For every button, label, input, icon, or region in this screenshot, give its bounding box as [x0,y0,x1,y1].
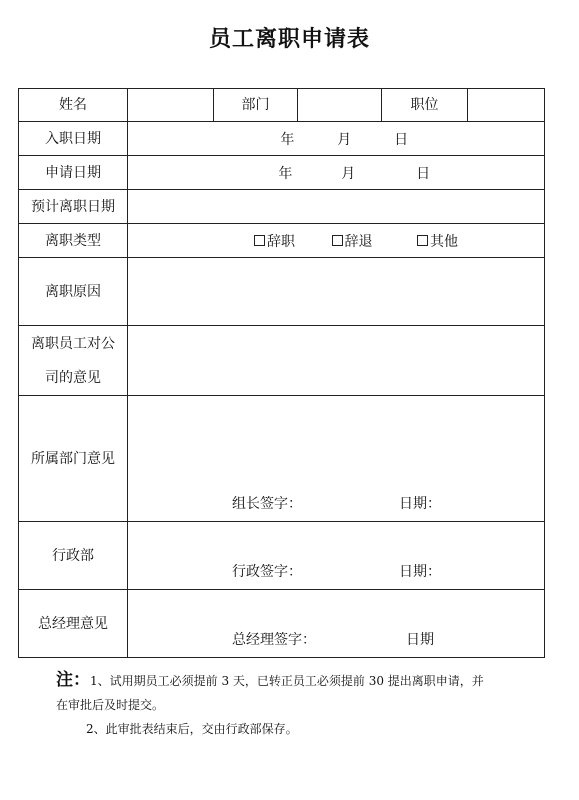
admin-field[interactable] [128,522,545,590]
employee-opinion-label-line1: 离职员工对公 [31,335,115,352]
gm-date-label: 日期 [406,632,434,648]
apply-day-unit: 日 [416,165,431,182]
option-resign[interactable]: 辞职 [254,231,295,251]
gm-opinion-field[interactable] [128,590,545,658]
apply-year-unit: 年 [278,165,293,182]
row-basic-info [19,89,545,122]
leave-reason-field[interactable] [128,258,545,326]
option-other[interactable]: 其他 [417,231,458,251]
option-dismiss[interactable]: 辞退 [332,231,373,251]
employee-opinion-label-line2: 司的意见 [45,369,101,386]
admin-date-label: 日期： [399,564,441,580]
dept-opinion-field[interactable] [128,396,545,522]
resignation-form-table [18,88,545,658]
row-leave-type [19,224,545,258]
apply-month-unit: 月 [341,165,356,182]
name-label: 姓名 [19,89,128,122]
entry-month-unit: 月 [337,131,352,148]
note-1-continuation: 在审批后及时提交。 [56,698,165,712]
leave-type-label: 离职类型 [19,224,128,258]
row-admin [19,522,545,590]
dept-opinion-label: 所属部门意见 [19,396,128,522]
name-field[interactable] [128,89,214,122]
dept-date-label: 日期： [399,496,441,512]
row-apply-date [19,156,545,190]
entry-date-label: 入职日期 [19,122,128,156]
checkbox-icon[interactable] [254,235,265,246]
apply-date-label: 申请日期 [19,156,128,190]
note-1-text: 1、试用期员工必须提前 3 天，已转正员工必须提前 30 提出离职申请，并 [90,674,484,688]
dept-label: 部门 [214,89,298,122]
row-leave-reason [19,258,545,326]
dept-field[interactable] [298,89,382,122]
note-line-1 [56,668,526,693]
checkbox-icon[interactable] [417,235,428,246]
form-title: 员工离职申请表 [208,27,370,52]
note-prefix: 注： [56,670,90,690]
row-gm-opinion [19,590,545,658]
entry-year-unit: 年 [280,131,295,148]
employee-opinion-label [19,326,128,396]
admin-label: 行政部 [19,522,128,590]
entry-day-unit: 日 [394,131,409,148]
employee-opinion-field[interactable] [128,326,545,396]
row-employee-opinion [19,326,545,396]
position-label: 职位 [382,89,468,122]
expected-date-field[interactable] [128,190,545,224]
gm-opinion-label: 总经理意见 [19,590,128,658]
admin-sign-label: 行政签字： [232,564,302,580]
checkbox-icon[interactable] [332,235,343,246]
row-entry-date [19,122,545,156]
gm-sign-label: 总经理签字： [232,632,316,648]
row-expected-date [19,190,545,224]
form-notes [56,668,526,741]
row-dept-opinion [19,396,545,522]
entry-date-field[interactable] [128,122,545,156]
leave-type-options [128,224,545,258]
expected-date-label: 预计离职日期 [19,190,128,224]
apply-date-field[interactable] [128,156,545,190]
team-leader-sign-label: 组长签字： [232,496,302,512]
note-2-text: 2、此审批表结束后，交由行政部保存。 [86,722,298,736]
position-field[interactable] [468,89,545,122]
leave-reason-label: 离职原因 [19,258,128,326]
